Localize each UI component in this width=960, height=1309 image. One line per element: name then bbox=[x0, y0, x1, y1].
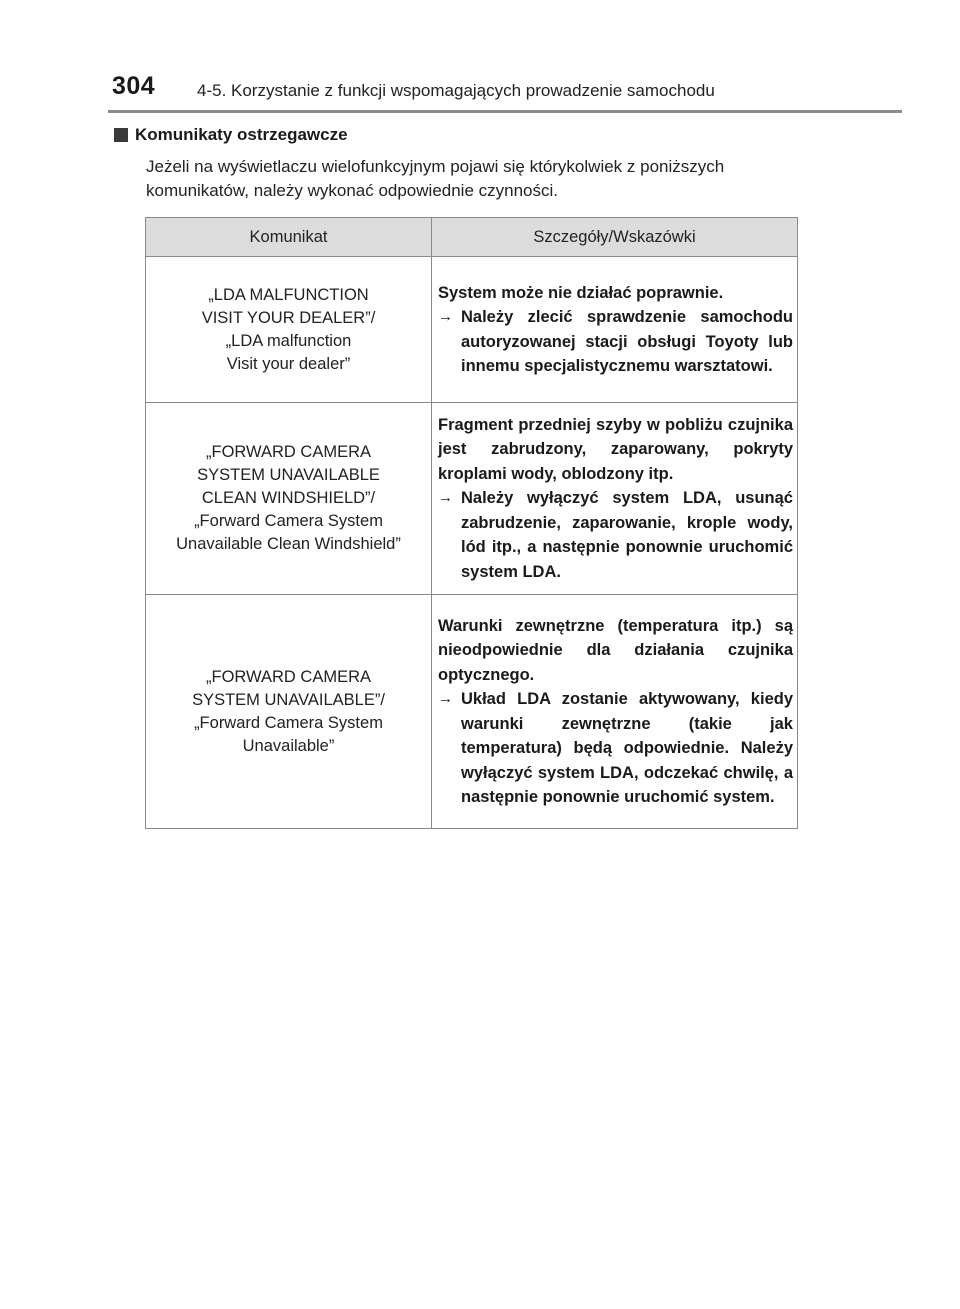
intro-line: komunikatów, należy wykonać odpowiednie czynności. bbox=[146, 181, 559, 200]
message-line: SYSTEM UNAVAILABLE”/ bbox=[192, 690, 385, 709]
details-action-text: Układ LDA zostanie aktywowany, kiedy warunki zewnętrzne (takie jak temperatura) będą odpowiednie. Należy wyłączyć system LDA, odczekać chwilę, a następnie ponownie uruchomić system. bbox=[461, 690, 793, 806]
page-number: 304 bbox=[112, 72, 156, 100]
section-heading bbox=[113, 124, 813, 146]
arrow-right-icon: → bbox=[438, 690, 453, 707]
message-cell bbox=[146, 403, 432, 595]
message-line: „FORWARD CAMERA bbox=[206, 443, 371, 461]
message-line: Unavailable” bbox=[242, 736, 335, 755]
table-row bbox=[146, 257, 798, 403]
table-header-row bbox=[146, 218, 798, 257]
message-line: Visit your dealer” bbox=[226, 354, 351, 373]
details-action bbox=[438, 687, 793, 810]
message-line: „FORWARD CAMERA bbox=[206, 667, 371, 686]
arrow-right-icon: → bbox=[438, 489, 453, 507]
section-heading-text: Komunikaty ostrzegawcze bbox=[135, 125, 348, 144]
details-cell bbox=[432, 595, 798, 829]
message-line: VISIT YOUR DEALER”/ bbox=[201, 308, 376, 327]
details-cell bbox=[432, 403, 798, 595]
chapter-title: 4-5. Korzystanie z funkcji wspomagających prowadzenie samochodu bbox=[197, 81, 715, 100]
message-line: „Forward Camera System bbox=[194, 512, 383, 530]
details-action bbox=[438, 486, 793, 584]
table-row bbox=[146, 403, 798, 595]
messages-table bbox=[145, 217, 798, 829]
square-bullet-icon bbox=[114, 128, 128, 142]
details-action-text: Należy wyłączyć system LDA, usunąć zabrudzenie, zaparowanie, krople wody, lód itp., a następnie ponownie uruchomić system LDA. bbox=[461, 489, 793, 581]
header-divider bbox=[108, 110, 902, 113]
column-header-details: Szczegóły/Wskazówki bbox=[432, 218, 798, 257]
message-cell bbox=[146, 595, 432, 829]
intro-paragraph bbox=[146, 155, 806, 203]
message-line: „LDA MALFUNCTION bbox=[208, 285, 369, 304]
intro-line: Jeżeli na wyświetlaczu wielofunkcyjnym pojawi się którykolwiek z poniższych bbox=[146, 157, 725, 176]
details-lead: Fragment przedniej szyby w pobliżu czujnika jest zabrudzony, zaparowany, pokryty kroplami wody, oblodzony itp. bbox=[438, 415, 793, 483]
warning-messages-section bbox=[113, 124, 813, 146]
details-cell bbox=[432, 257, 798, 403]
arrow-right-icon: → bbox=[438, 308, 453, 325]
table-row bbox=[146, 595, 798, 829]
details-action-text: Należy zlecić sprawdzenie samochodu autoryzowanej stacji obsługi Toyoty lub innemu specjalistycznemu warsztatowi. bbox=[461, 308, 793, 375]
message-line: „LDA malfunction bbox=[225, 331, 352, 350]
details-action bbox=[438, 305, 793, 379]
details-lead: Warunki zewnętrzne (temperatura itp.) są nieodpowiednie dla działania czujnika optycznego. bbox=[438, 616, 793, 684]
message-line: SYSTEM UNAVAILABLE bbox=[197, 466, 380, 484]
message-line: CLEAN WINDSHIELD”/ bbox=[201, 489, 376, 507]
page-header bbox=[0, 0, 960, 112]
details-lead: System może nie działać poprawnie. bbox=[438, 283, 724, 302]
message-cell bbox=[146, 257, 432, 403]
column-header-message: Komunikat bbox=[146, 218, 432, 257]
message-line: „Forward Camera System bbox=[194, 713, 383, 732]
message-line: Unavailable Clean Windshield” bbox=[176, 535, 401, 553]
